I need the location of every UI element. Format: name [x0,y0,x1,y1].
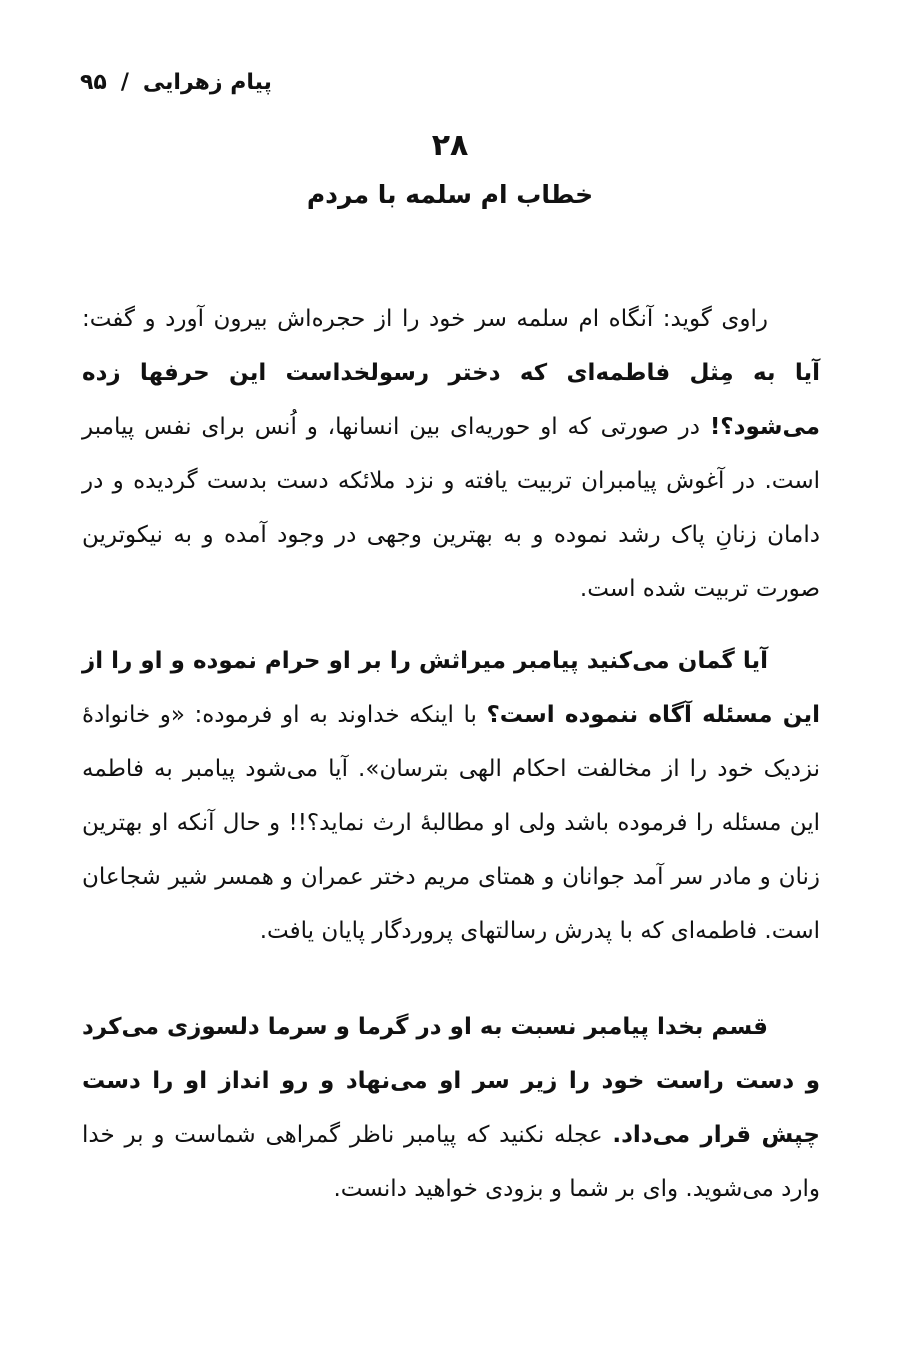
paragraph-1-rest: در صورتی که او حوریه‌ای بین انسانها، و اُنس برای نفس پیامبر است. در آغوش پیامبران تربیت یافته و نزد ملائکه دست بدست گردیده و در دامان زنانِ پاک رشد نموده و به بهترین وجهی در وجود آمده و به نیکوترین صورت تربیت شده است. [82,414,820,602]
paragraph-2-rest: با اینکه خداوند به او فرموده: «و خانوادهٔ نزدیک خود را از مخالفت احکام الهی بترسان». آیا می‌شود پیامبر به فاطمه این مسئله را فرموده باشد ولی او مطالبهٔ ارث نماید؟!! و حال آنکه او بهترین زنان و مادر سر آمد جوانان و همتای مریم دختر عمران و همسر شیر شجاعان است. فاطمه‌ای که با پدرش رسالتهای پروردگار پایان یافت. [82,702,820,944]
chapter-number: ۲۸ [431,128,469,163]
paragraph-1-intro: راوی گوید: آنگاه ام سلمه سر خود را از حجره‌اش بیرون آورد و گفت: [82,306,768,332]
header-page-number: ۹۵ [80,70,107,95]
header-book-title: پیام زهرایی [142,70,272,95]
paragraph-1-bold-question: آیا به مِثل فاطمه‌ای که دختر رسولخداست این حرفها زده می‌شود؟! [82,360,820,440]
header-separator: / [120,70,129,95]
paragraph-1 [82,292,820,616]
running-header [80,70,272,95]
paragraph-3-bold-oath: قسم بخدا پیامبر نسبت به او در گرما و سرما دلسوزی می‌کرد و دست راست خود را زیر سر او می‌نهاد و رو انداز او را دست چپش قرار می‌داد. [82,1014,820,1148]
paragraph-3-rest: عجله نکنید که پیامبر ناظر گمراهی شماست و بر خدا وارد می‌شوید. وای بر شما و بزودی خواهید دانست. [82,1122,820,1202]
paragraph-2 [82,634,820,958]
chapter-title: خطاب ام سلمه با مردم [306,180,594,209]
paragraph-2-bold-question: آیا گمان می‌کنید پیامبر میراثش را بر او حرام نموده و او را از این مسئله آگاه ننموده است؟ [82,648,821,728]
paragraph-3 [82,1000,820,1216]
